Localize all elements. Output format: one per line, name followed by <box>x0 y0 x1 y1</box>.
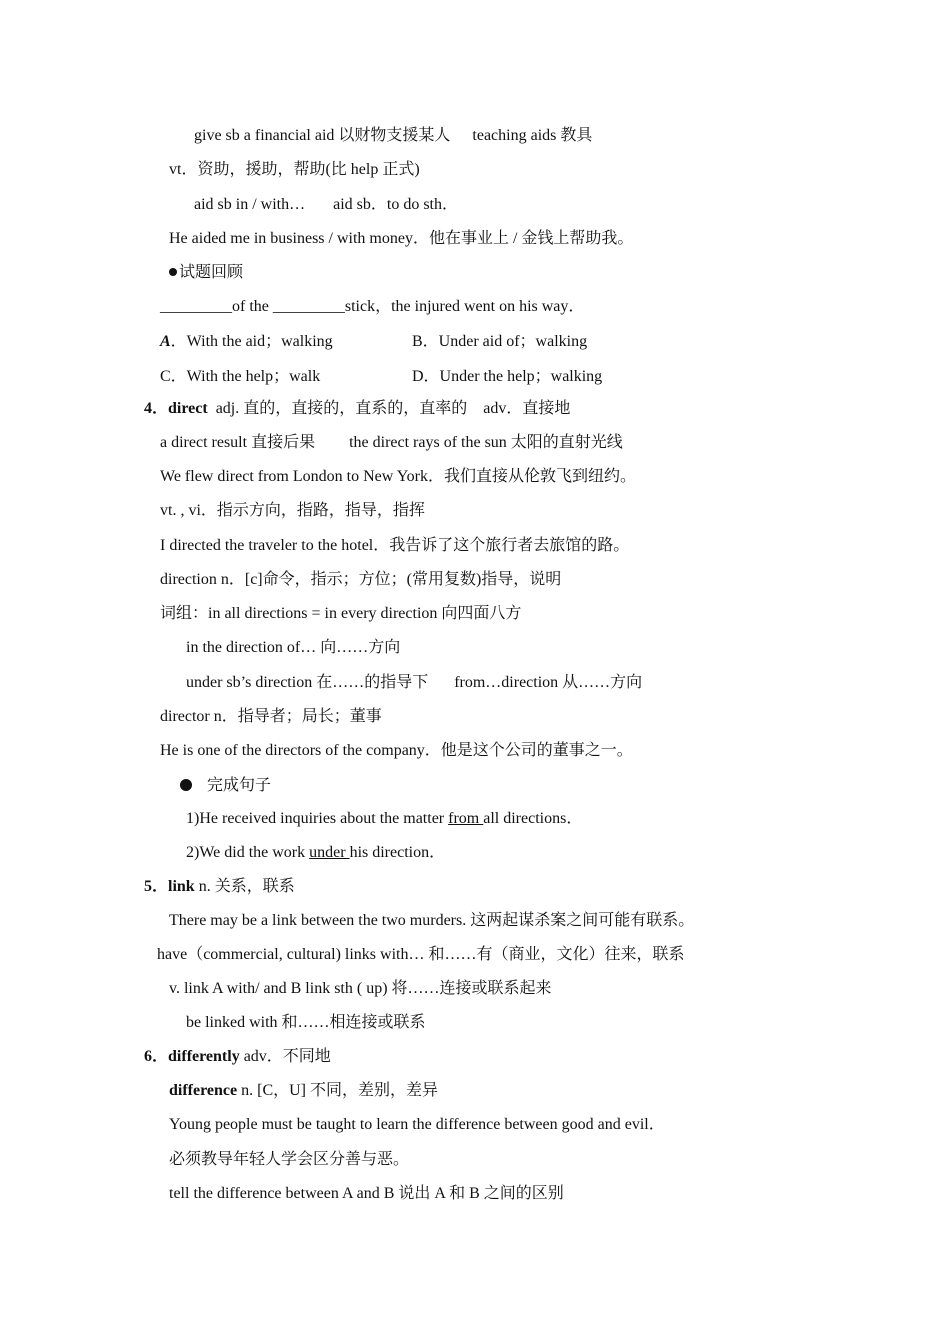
section-heading <box>144 877 295 897</box>
question-line: _________of the _________stick，the injured went on his way． <box>160 298 585 315</box>
section-number: 4． <box>144 400 169 417</box>
text-line: 必须教导年轻人学会区分善与恶。 <box>169 1151 410 1168</box>
phrase: teaching aids 教具 <box>472 127 593 144</box>
text-line: director n．指导者；局长；董事 <box>160 708 382 725</box>
definition: n. 关系，联系 <box>194 878 295 895</box>
text-line: He is one of the directors of the company．他是这个公司的董事之一。 <box>160 742 633 759</box>
text-line: He aided me in business / with money．他在事业上 / 金钱上帮助我。 <box>169 230 634 247</box>
text-line: direction n．[c]命令，指示；方位；(常用复数)指导，说明 <box>160 571 562 588</box>
definition: n. [C，U] 不同，差别，差异 <box>237 1082 439 1099</box>
section-label: 完成句子 <box>207 777 272 794</box>
phrase: the direct rays of the sun 太阳的直射光线 <box>349 434 623 451</box>
phrase: aid sb．to do sth． <box>333 196 459 213</box>
text-line: We flew direct from London to New York．我们直接从伦敦飞到纽约。 <box>160 468 636 485</box>
text-line <box>194 126 592 146</box>
phrase: give sb a financial aid 以财物支援某人 <box>194 127 451 144</box>
option-text: ．With the aid；walking <box>170 333 333 350</box>
answer-blank: from <box>448 810 484 827</box>
phrase: from…direction 从……方向 <box>454 674 643 691</box>
text-line <box>169 263 243 283</box>
headword: link <box>168 878 195 895</box>
text-line: There may be a link between the two murders. 这两起谋杀案之间可能有联系。 <box>169 912 695 929</box>
headword: difference <box>169 1082 238 1099</box>
text-line: v. link A with/ and B link sth ( up) 将……连接或联系起来 <box>169 980 552 997</box>
text-line: in the direction of… 向……方向 <box>186 639 401 656</box>
phrase: under sb’s direction 在……的指导下 <box>186 674 429 691</box>
headword: direct <box>168 400 208 417</box>
definition: adj. 直的，直接的，直系的，直率的 adv．直接地 <box>215 400 571 417</box>
section-heading <box>144 399 570 419</box>
sentence-part: 1)He received inquiries about the matter <box>186 810 449 827</box>
option-b: B．Under aid of；walking <box>412 333 588 350</box>
sentence-part: 2)We did the work <box>186 844 310 861</box>
option-letter: A <box>160 333 171 350</box>
bullet-icon <box>169 268 177 276</box>
text-line <box>186 843 445 863</box>
text-line: Young people must be taught to learn the difference between good and evil． <box>169 1116 665 1133</box>
text-line <box>186 673 642 693</box>
option-d: D．Under the help；walking <box>412 368 603 385</box>
text-line: have（commercial, cultural) links with… 和……有（商业，文化）往来，联系 <box>157 946 685 963</box>
bullet-icon <box>180 779 192 791</box>
definition: adv．不同地 <box>239 1048 331 1065</box>
text-line <box>180 776 271 796</box>
text-line: I directed the traveler to the hotel．我告诉了这个旅行者去旅馆的路。 <box>160 537 630 554</box>
text-line: tell the difference between A and B 说出 A 和 B 之间的区别 <box>169 1185 564 1202</box>
answer-blank: under <box>309 844 350 861</box>
text-line: 词组：in all directions = in every direction 向四面八方 <box>160 605 522 622</box>
section-number: 5． <box>144 878 169 895</box>
phrase: a direct result 直接后果 <box>160 434 316 451</box>
phrase: aid sb in / with… <box>194 196 306 213</box>
sentence-part: his direction． <box>349 844 446 861</box>
text-line: be linked with 和……相连接或联系 <box>186 1014 426 1031</box>
option-c: C．With the help；walk <box>160 368 321 385</box>
text-line <box>186 809 582 829</box>
text-line <box>194 195 458 215</box>
section-heading <box>144 1047 331 1067</box>
headword: differently <box>168 1048 240 1065</box>
text-line: vt．资助，援助，帮助(比 help 正式) <box>169 161 420 178</box>
text-line <box>169 1081 438 1101</box>
section-label: 试题回顾 <box>179 264 244 281</box>
section-number: 6． <box>144 1048 169 1065</box>
option-a <box>160 332 333 352</box>
sentence-part: all directions． <box>483 810 583 827</box>
text-line: vt. , vi．指示方向，指路，指导，指挥 <box>160 502 425 519</box>
text-line <box>160 433 623 453</box>
